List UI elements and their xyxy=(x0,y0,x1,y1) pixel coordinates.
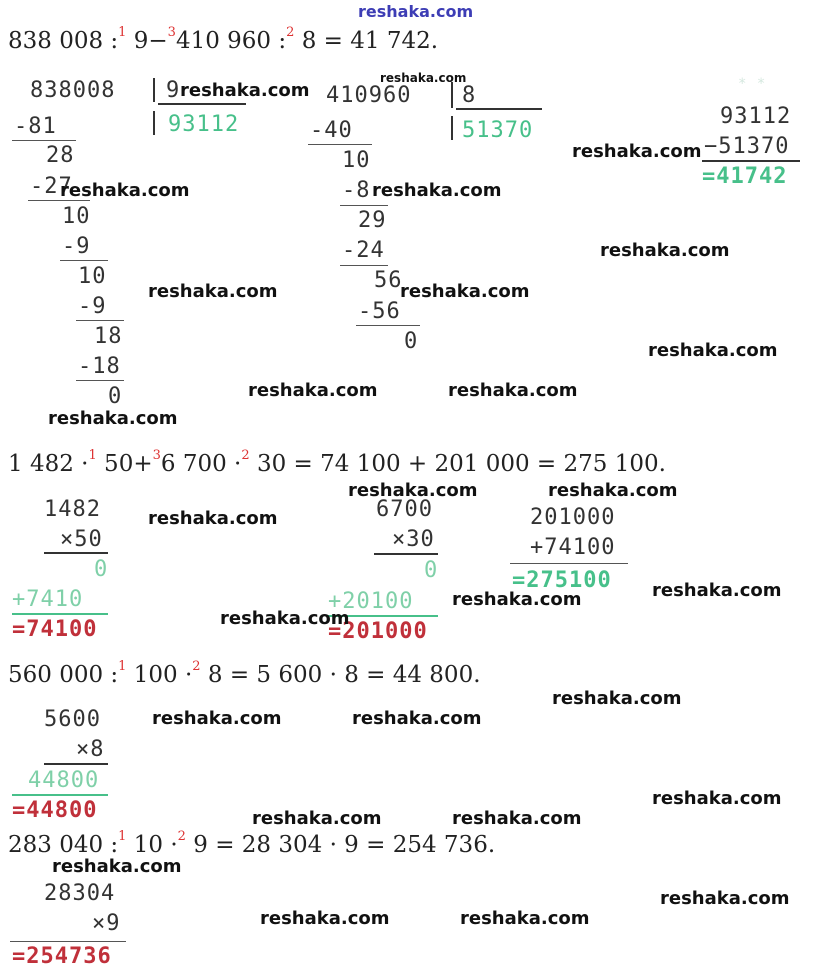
step: 0 xyxy=(404,329,419,354)
minuend: 93112 xyxy=(720,104,792,129)
step-line xyxy=(340,265,388,266)
addend-b: +74100 xyxy=(530,535,616,560)
watermark-link[interactable]: reshaka.com xyxy=(600,240,730,261)
divisor: 9 xyxy=(166,78,181,103)
subtrahend: −51370 xyxy=(704,134,790,159)
product: =201000 xyxy=(328,619,428,644)
result-line xyxy=(12,794,108,796)
step-line xyxy=(76,380,124,381)
factor-a: 5600 xyxy=(44,707,101,732)
step-line xyxy=(60,260,108,261)
watermark-link[interactable]: reshaka.com xyxy=(148,281,278,302)
watermark-link[interactable]: reshaka.com xyxy=(460,908,590,929)
divisor: 8 xyxy=(462,83,477,108)
step: -8 xyxy=(342,178,371,203)
step: 10 xyxy=(62,204,91,229)
eq2-order-3: 3 xyxy=(152,448,161,464)
step-line xyxy=(340,205,388,206)
step-line xyxy=(76,320,124,321)
equation-3 xyxy=(8,659,481,688)
eq2-part: 1 482 · xyxy=(8,451,89,477)
step: -18 xyxy=(78,354,121,379)
equation-1 xyxy=(8,25,439,54)
step-line xyxy=(356,325,420,326)
division-bar xyxy=(451,116,453,140)
eq4-order-1: 1 xyxy=(118,829,127,845)
watermark-link[interactable]: reshaka.com xyxy=(220,608,350,629)
partial-product: 44800 xyxy=(28,768,100,793)
product: =74100 xyxy=(12,617,98,642)
eq2-part: 50+ xyxy=(96,451,153,477)
eq2-order-2: 2 xyxy=(241,448,250,464)
watermark-link[interactable]: reshaka.com xyxy=(252,808,382,829)
result-line xyxy=(12,613,108,615)
eq2-order-1: 1 xyxy=(88,448,97,464)
watermark-link[interactable]: reshaka.com xyxy=(48,408,178,429)
eq1-part: 838 008 : xyxy=(8,28,119,54)
factor-b: ×30 xyxy=(392,527,435,552)
eq4-part: 9 = 28 304 · 9 = 254 736. xyxy=(185,832,496,858)
step-line xyxy=(12,140,76,141)
partial-product: +7410 xyxy=(12,587,84,612)
factor-b: ×9 xyxy=(92,911,121,936)
sum-line xyxy=(510,563,628,564)
dividend: 410960 xyxy=(326,83,412,108)
product-line xyxy=(44,763,108,765)
partial-zero: 0 xyxy=(94,557,109,582)
watermark-link[interactable]: reshaka.com xyxy=(648,340,778,361)
watermark-link[interactable]: reshaka.com xyxy=(180,80,310,101)
equation-2 xyxy=(8,448,666,477)
watermark-link[interactable]: reshaka.com xyxy=(52,856,182,877)
eq4-part: 283 040 : xyxy=(8,832,119,858)
eq1-order-1: 1 xyxy=(118,25,127,41)
factor-a: 28304 xyxy=(44,881,116,906)
watermark-link[interactable]: reshaka.com xyxy=(348,480,478,501)
watermark-link[interactable]: reshaka.com xyxy=(148,508,278,529)
partial-product: +20100 xyxy=(328,589,414,614)
step: 0 xyxy=(108,384,123,409)
watermark-link[interactable]: reshaka.com xyxy=(352,708,482,729)
watermark-link[interactable]: reshaka.com xyxy=(248,380,378,401)
sum-line xyxy=(702,160,800,162)
step: 28 xyxy=(46,143,75,168)
eq2-part: 6 700 · xyxy=(160,451,242,477)
watermark-link[interactable]: reshaka.com xyxy=(552,688,682,709)
step: 18 xyxy=(94,324,123,349)
eq1-order-2: 2 xyxy=(286,25,295,41)
eq1-part: 410 960 : xyxy=(175,28,287,54)
step: -9 xyxy=(78,294,107,319)
watermark-link[interactable]: reshaka.com xyxy=(372,180,502,201)
step: 56 xyxy=(374,268,403,293)
step: -56 xyxy=(358,299,401,324)
watermark-link[interactable]: reshaka.com xyxy=(452,589,582,610)
product-line xyxy=(374,553,438,555)
product: =44800 xyxy=(12,798,98,823)
step: -81 xyxy=(14,114,57,139)
watermark-link[interactable]: reshaka.com xyxy=(652,788,782,809)
quotient: 93112 xyxy=(168,112,240,137)
carry-marks: * * xyxy=(738,76,767,92)
sum: =275100 xyxy=(512,568,612,593)
eq3-part: 100 · xyxy=(126,662,193,688)
eq3-order-1: 1 xyxy=(118,659,127,675)
watermark-link[interactable]: reshaka.com xyxy=(60,180,190,201)
eq4-part: 10 · xyxy=(126,832,178,858)
watermark-link[interactable]: reshaka.com xyxy=(452,808,582,829)
watermark-link[interactable]: reshaka.com xyxy=(400,281,530,302)
division-bar xyxy=(153,78,155,102)
product: =254736 xyxy=(12,944,112,969)
watermark-link[interactable]: reshaka.com xyxy=(572,141,702,162)
step: -9 xyxy=(62,234,91,259)
eq3-part: 560 000 : xyxy=(8,662,119,688)
divisor-underline xyxy=(158,103,246,105)
step: -40 xyxy=(310,118,353,143)
division-bar xyxy=(153,111,155,135)
eq1-part: 9− xyxy=(126,28,168,54)
eq4-order-2: 2 xyxy=(177,829,186,845)
watermark-link[interactable]: reshaka.com xyxy=(548,480,678,501)
partial-zero: 0 xyxy=(424,558,439,583)
factor-a: 1482 xyxy=(44,497,101,522)
watermark-link[interactable]: reshaka.com xyxy=(660,888,790,909)
eq1-order-3: 3 xyxy=(167,25,176,41)
dividend: 838008 xyxy=(30,78,116,103)
addend-a: 201000 xyxy=(530,505,616,530)
equation-4 xyxy=(8,829,496,858)
step: 10 xyxy=(342,148,371,173)
divisor-underline xyxy=(456,108,542,110)
eq3-order-2: 2 xyxy=(192,659,201,675)
step: 10 xyxy=(78,264,107,289)
factor-b: ×8 xyxy=(76,737,105,762)
quotient: 51370 xyxy=(462,118,534,143)
step: -24 xyxy=(342,238,385,263)
watermark-link[interactable]: reshaka.com xyxy=(448,380,578,401)
watermark-link[interactable]: reshaka.com xyxy=(380,71,467,85)
eq1-part: 8 = 41 742. xyxy=(294,28,439,54)
product-line xyxy=(10,941,126,942)
step: 29 xyxy=(358,208,387,233)
watermark-link[interactable]: reshaka.com xyxy=(652,580,782,601)
factor-a: 6700 xyxy=(376,497,433,522)
difference: =41742 xyxy=(702,164,788,189)
division-bar xyxy=(451,82,453,108)
eq3-part: 8 = 5 600 · 8 = 44 800. xyxy=(200,662,481,688)
factor-b: ×50 xyxy=(60,527,103,552)
step: -27 xyxy=(30,174,73,199)
step-line xyxy=(308,144,372,145)
watermark-link[interactable]: reshaka.com xyxy=(152,708,282,729)
eq2-part: 30 = 74 100 + 201 000 = 275 100. xyxy=(249,451,666,477)
watermark-top[interactable]: reshaka.com xyxy=(358,2,474,21)
product-line xyxy=(44,552,108,554)
watermark-link[interactable]: reshaka.com xyxy=(260,908,390,929)
